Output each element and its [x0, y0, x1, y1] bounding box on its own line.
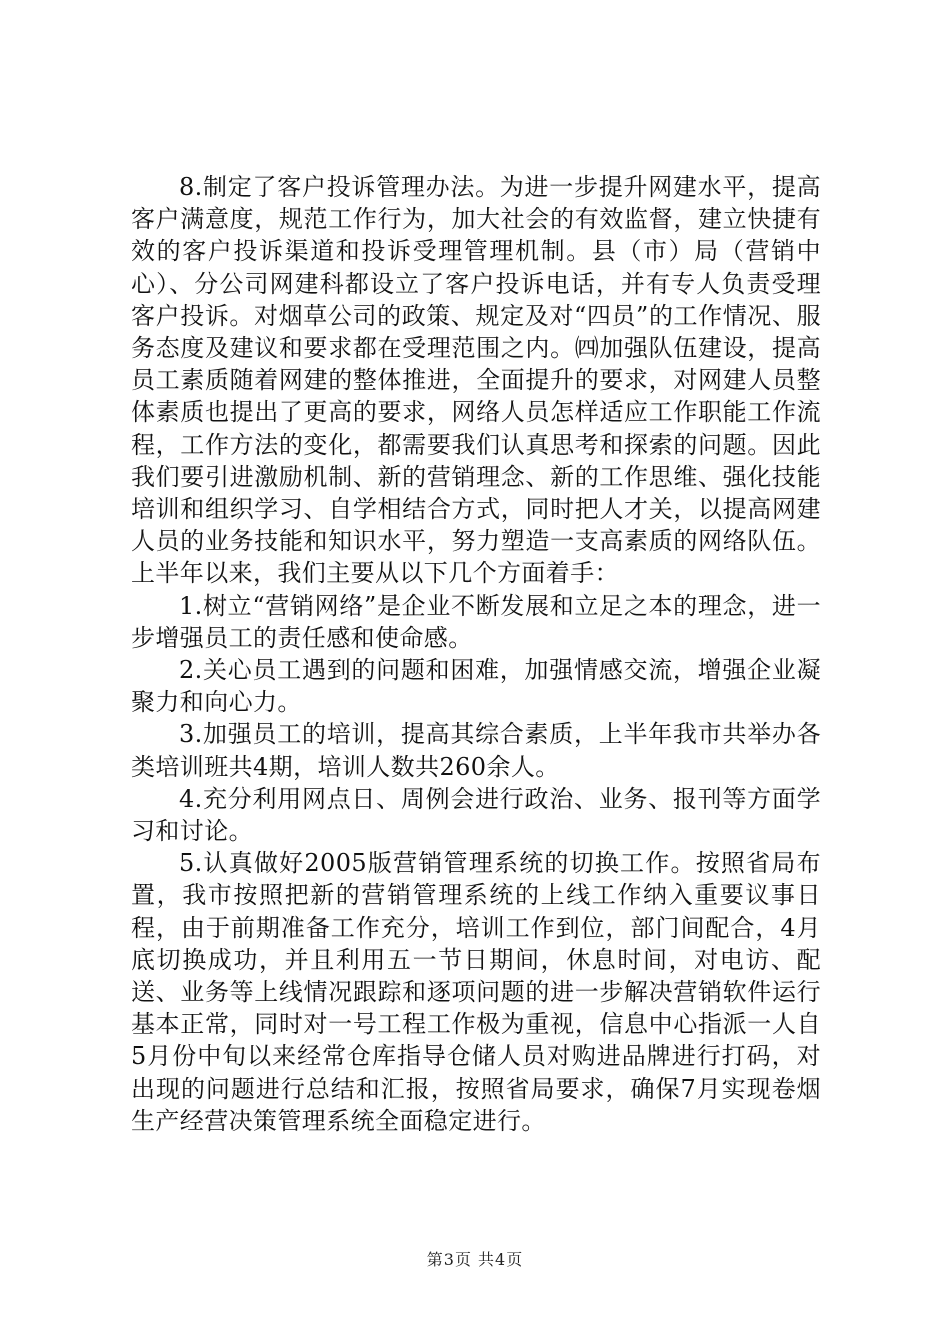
document-body: [131, 171, 821, 1137]
paragraph-item-3: 3.加强员工的培训，提高其综合素质，上半年我市共举办各类培训班共4期，培训人数共260余人。: [131, 720, 821, 781]
paragraph-item-5: 5.认真做好2005版营销管理系统的切换工作。按照省局布置，我市按照把新的营销管理系统的上线工作纳入重要议事日程，由于前期准备工作充分，培训工作到位，部门间配合，4月底切换成功，并且利用五一节日期间，休息时间，对电访、配送、业务等上线情况跟踪和逐项问题的进一步解决营销软件运行基本正常，同时对一号工程工作极为重视，信息中心指派一人自5月份中旬以来经常仓库指导仓储人员对购进品牌进行打码，对出现的问题进行总结和汇报，按照省局要求，确保7月实现卷烟生产经营决策管理系统全面稳定进行。: [131, 849, 821, 1135]
paragraph-item-2: 2.关心员工遇到的问题和困难，加强情感交流，增强企业凝聚力和向心力。: [131, 656, 821, 717]
paragraph-complaint-management: 8.制定了客户投诉管理办法。为进一步提升网建水平，提高客户满意度，规范工作行为，加大社会的有效监督，建立快捷有效的客户投诉渠道和投诉受理管理机制。县（市）局（营销中心）、分公司网建科都设立了客户投诉电话，并有专人负责受理客户投诉。对烟草公司的政策、规定及对“四员”的工作情况、服务态度及建议和要求都在受理范围之内。㈣加强队伍建设，提高员工素质随着网建的整体推进，全面提升的要求，对网建人员整体素质也提出了更高的要求，网络人员怎样适应工作职能工作流程，工作方法的变化，都需要我们认真思考和探索的问题。因此我们要引进激励机制、新的营销理念、新的工作思维、强化技能培训和组织学习、自学相结合方式，同时把人才关，以提高网建人员的业务技能和知识水平，努力塑造一支高素质的网络队伍。上半年以来，我们主要从以下几个方面着手：: [131, 173, 821, 588]
paragraph-item-1: 1.树立“营销网络”是企业不断发展和立足之本的理念，进一步增强员工的责任感和使命感。: [131, 591, 821, 652]
page-number-footer: 第3页 共4页: [426, 1250, 524, 1269]
paragraph-item-4: 4.充分利用网点日、周例会进行政治、业务、报刊等方面学习和讨论。: [131, 784, 821, 846]
